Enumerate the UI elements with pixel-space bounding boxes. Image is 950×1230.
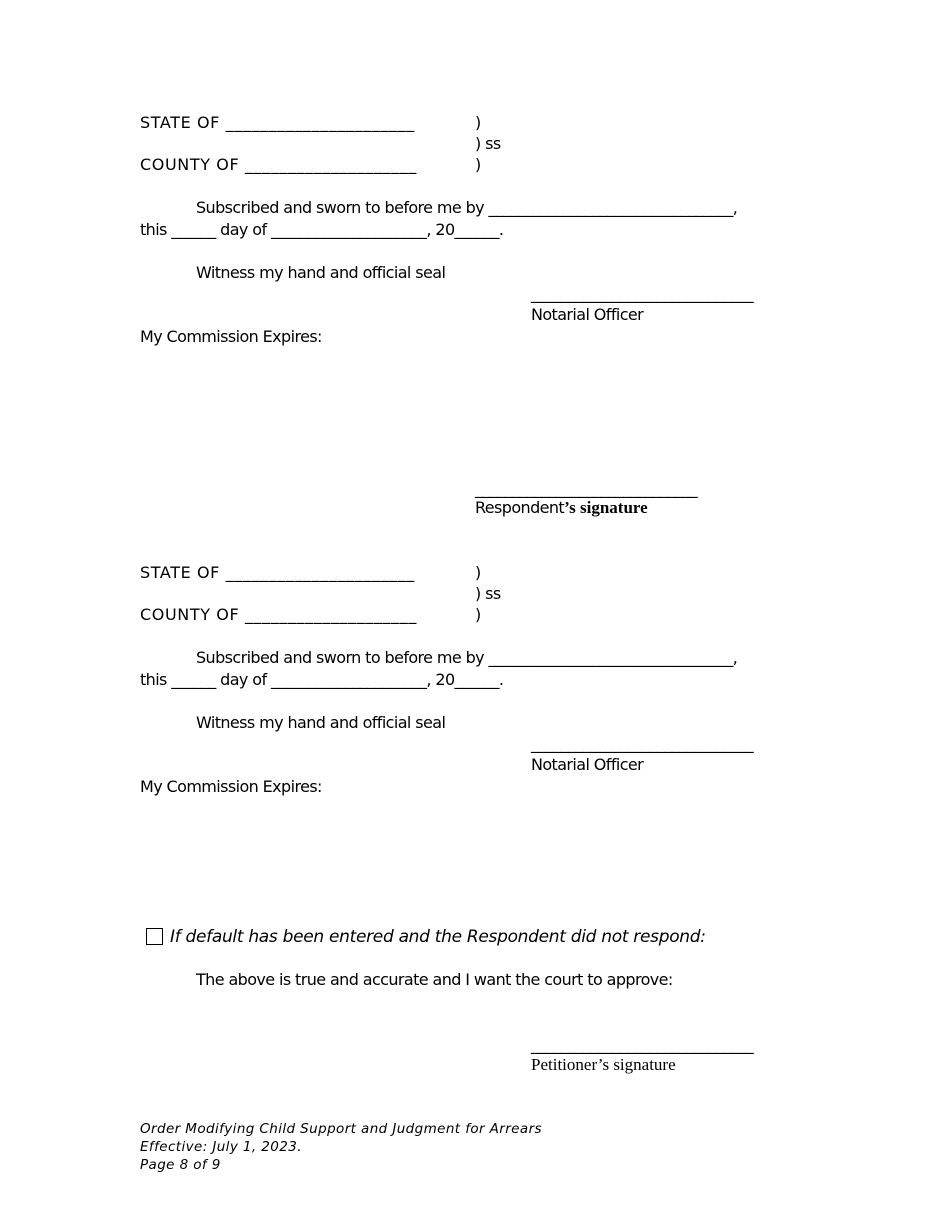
petitioner-signature-label: Petitioner’s signature <box>531 1055 676 1074</box>
notarial-officer-signature-line[interactable]: ______________________________ <box>531 734 754 753</box>
paren-top: ) <box>475 563 481 582</box>
commission-expires-label: My Commission Expires: <box>140 777 322 796</box>
paren-bottom: ) <box>475 155 481 174</box>
commission-expires-label: My Commission Expires: <box>140 327 322 346</box>
witness-text: Witness my hand and official seal <box>196 263 446 282</box>
approval-statement: The above is true and accurate and I want the court to approve: <box>196 970 673 989</box>
state-of-line[interactable]: STATE OF ______________________ <box>140 563 415 582</box>
notarial-officer-signature-line[interactable]: ______________________________ <box>531 284 754 303</box>
state-of-line[interactable]: STATE OF ______________________ <box>140 113 415 132</box>
paren-bottom: ) <box>475 605 481 624</box>
notarial-officer-label: Notarial Officer <box>531 755 644 774</box>
footer-title: Order Modifying Child Support and Judgment for Arrears <box>140 1121 542 1137</box>
respondent-label-part2: ’s signature <box>564 498 648 517</box>
date-line[interactable]: this ______ day of _____________________, 20______. <box>140 670 504 689</box>
respondent-signature-line[interactable]: ______________________________ <box>475 479 698 498</box>
default-checkbox[interactable] <box>146 928 163 945</box>
subscribed-sworn-line[interactable]: Subscribed and sworn to before me by _________________________________, <box>196 648 738 667</box>
county-of-line[interactable]: COUNTY OF ____________________ <box>140 155 417 174</box>
paren-top: ) <box>475 113 481 132</box>
subscribed-sworn-line[interactable]: Subscribed and sworn to before me by _________________________________, <box>196 198 738 217</box>
paren-ss: ) ss <box>475 134 501 153</box>
footer-page-number: Page 8 of 9 <box>140 1157 221 1173</box>
notarial-officer-label: Notarial Officer <box>531 305 644 324</box>
respondent-label-part1: Respondent <box>475 498 565 517</box>
witness-text: Witness my hand and official seal <box>196 713 446 732</box>
county-of-line[interactable]: COUNTY OF ____________________ <box>140 605 417 624</box>
respondent-signature-label <box>475 498 648 518</box>
default-checkbox-label: If default has been entered and the Respondent did not respond: <box>170 927 706 947</box>
paren-ss: ) ss <box>475 584 501 603</box>
petitioner-signature-line[interactable]: ______________________________ <box>531 1035 754 1054</box>
footer-effective-date: Effective: July 1, 2023. <box>140 1139 302 1155</box>
date-line[interactable]: this ______ day of _____________________, 20______. <box>140 220 504 239</box>
